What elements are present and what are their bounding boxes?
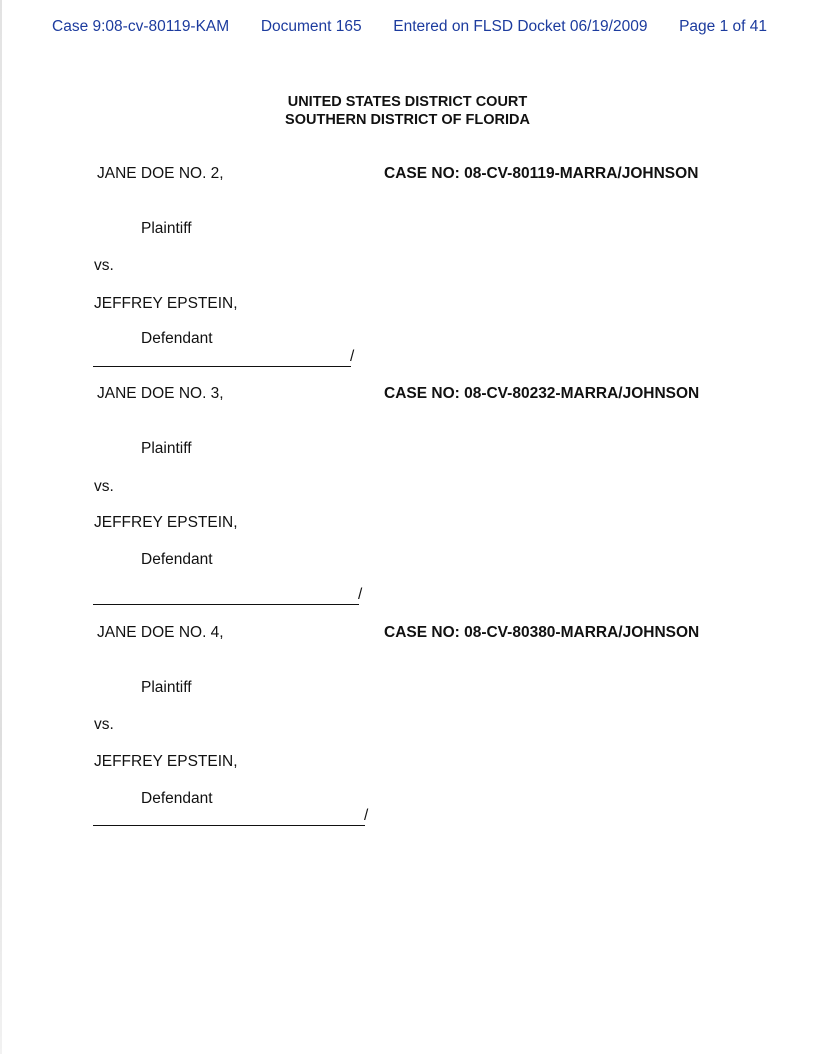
versus-label: vs. bbox=[94, 716, 114, 733]
defendant-label: Defendant bbox=[141, 330, 213, 347]
plaintiff-name: JANE DOE NO. 3, bbox=[97, 385, 224, 402]
signature-rule bbox=[93, 604, 359, 605]
signature-rule bbox=[93, 825, 365, 826]
defendant-label: Defendant bbox=[141, 790, 213, 807]
plaintiff-label: Plaintiff bbox=[141, 440, 192, 457]
rule-slash: / bbox=[364, 807, 369, 824]
rule-slash: / bbox=[358, 586, 363, 603]
stamp-page-number: Page 1 of 41 bbox=[679, 18, 767, 35]
case-number: CASE NO: 08-CV-80232-MARRA/JOHNSON bbox=[384, 385, 700, 402]
plaintiff-label: Plaintiff bbox=[141, 220, 192, 237]
defendant-label: Defendant bbox=[141, 551, 213, 568]
plaintiff-name: JANE DOE NO. 2, bbox=[97, 165, 224, 182]
plaintiff-name: JANE DOE NO. 4, bbox=[97, 624, 224, 641]
rule-slash: / bbox=[350, 348, 355, 365]
stamp-document-number: Document 165 bbox=[260, 18, 362, 35]
court-name: UNITED STATES DISTRICT COURT bbox=[287, 94, 528, 110]
stamp-case-number: Case 9:08-cv-80119-KAM bbox=[52, 18, 230, 35]
plaintiff-label: Plaintiff bbox=[141, 679, 192, 696]
defendant-name: JEFFREY EPSTEIN, bbox=[94, 295, 238, 312]
defendant-name: JEFFREY EPSTEIN, bbox=[94, 514, 238, 531]
court-district: SOUTHERN DISTRICT OF FLORIDA bbox=[285, 112, 530, 128]
case-number: CASE NO: 08-CV-80380-MARRA/JOHNSON bbox=[384, 624, 700, 641]
stamp-entered-date: Entered on FLSD Docket 06/19/2009 bbox=[393, 18, 648, 35]
docket-header-stamp bbox=[52, 18, 767, 36]
versus-label: vs. bbox=[94, 478, 114, 495]
versus-label: vs. bbox=[94, 257, 114, 274]
defendant-name: JEFFREY EPSTEIN, bbox=[94, 753, 238, 770]
case-number: CASE NO: 08-CV-80119-MARRA/JOHNSON bbox=[384, 165, 699, 182]
scan-edge bbox=[0, 0, 2, 1054]
signature-rule bbox=[93, 366, 351, 367]
court-caption bbox=[0, 93, 815, 129]
